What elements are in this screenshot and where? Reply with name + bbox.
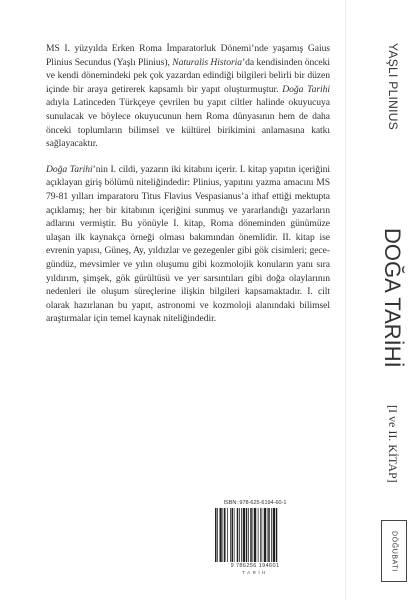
barcode-area xyxy=(210,500,300,580)
blurb-paragraph-1: MS I. yüzyılda Erken Roma İmparatorluk Dönemi’nde yaşamış Gaius Plinius Secundus (Yaşlı Plinius), Naturalis Historia’da kendisinden önceki ve kendi dönemindeki pek çok yazardan edindiği bilgileri belirli bir düzen içinde bir araya getirerek kapsamlı bir yapıt oluşturmuştur. Doğa Tarihi adıyla Latinceden Türkçeye çevrilen bu yapıt ciltler halinde okuyucuya sunulacak ve böylece okuyucunun hem Roma dünyasının hem de daha önceki toplumların bilimsel ve kültürel birikimini anlamasına katkı sağlayacaktır. xyxy=(46,43,330,150)
barcode-digits: 9 786256 194601 xyxy=(230,563,280,569)
barcode-icon xyxy=(214,508,296,562)
spine-author: YAŞLI PLINIUS xyxy=(386,43,400,131)
blurb xyxy=(46,42,330,338)
spine-subtitle: [I ve II. KİTAP] xyxy=(386,405,400,483)
publisher-name: DÖĞUBATI xyxy=(390,530,398,572)
spine-title: DOĞA TARİHİ xyxy=(380,228,405,368)
category-label: TARİH xyxy=(242,570,268,575)
publisher-logo xyxy=(381,520,407,582)
spine xyxy=(345,0,419,600)
isbn-label: ISBN: 978-625-6194-60-1 xyxy=(223,500,287,506)
blurb-paragraph-2: Doğa Tarihi’nin I. cildi, yazarın iki kitabını içerir. I. kitap yapıtın içeriğini açıklayan giriş bölümü niteliğindedir: Plinius, yapıtını yazma amacını MS 79-81 yılları imparatoru Titus Flavius Vespasianus’a ithaf ettiği mektupta açıklamış; her bir kitabının içeriğini sunmuş ve yararlandığı yazarların adlarını vermiştir. Bu yönüyle I. kitap, Roma döneminden günümüze ulaşan ilk kaynakça örneği olması bakımından önemlidir. II. kitap ise evrenin yapısı, Güneş, Ay, yıldızlar ve gezegenler gibi gök cisimleri; gece-gündüz, mevsimler ve yılın oluşumu gibi kozmolojik konuların yanı sıra yıldırım, şimşek, gök gürültüsü ve yer sarsıntıları gibi doğa olaylarının nedenleri ile oluşum süreçlerine ilişkin bilgileri kapsamaktadır. I. cilt olarak hazırlanan bu yapıt, astronomi ve kozmoloji alanındaki bilimsel araştırmalar için temel kaynak niteliğindedir. xyxy=(46,163,330,325)
